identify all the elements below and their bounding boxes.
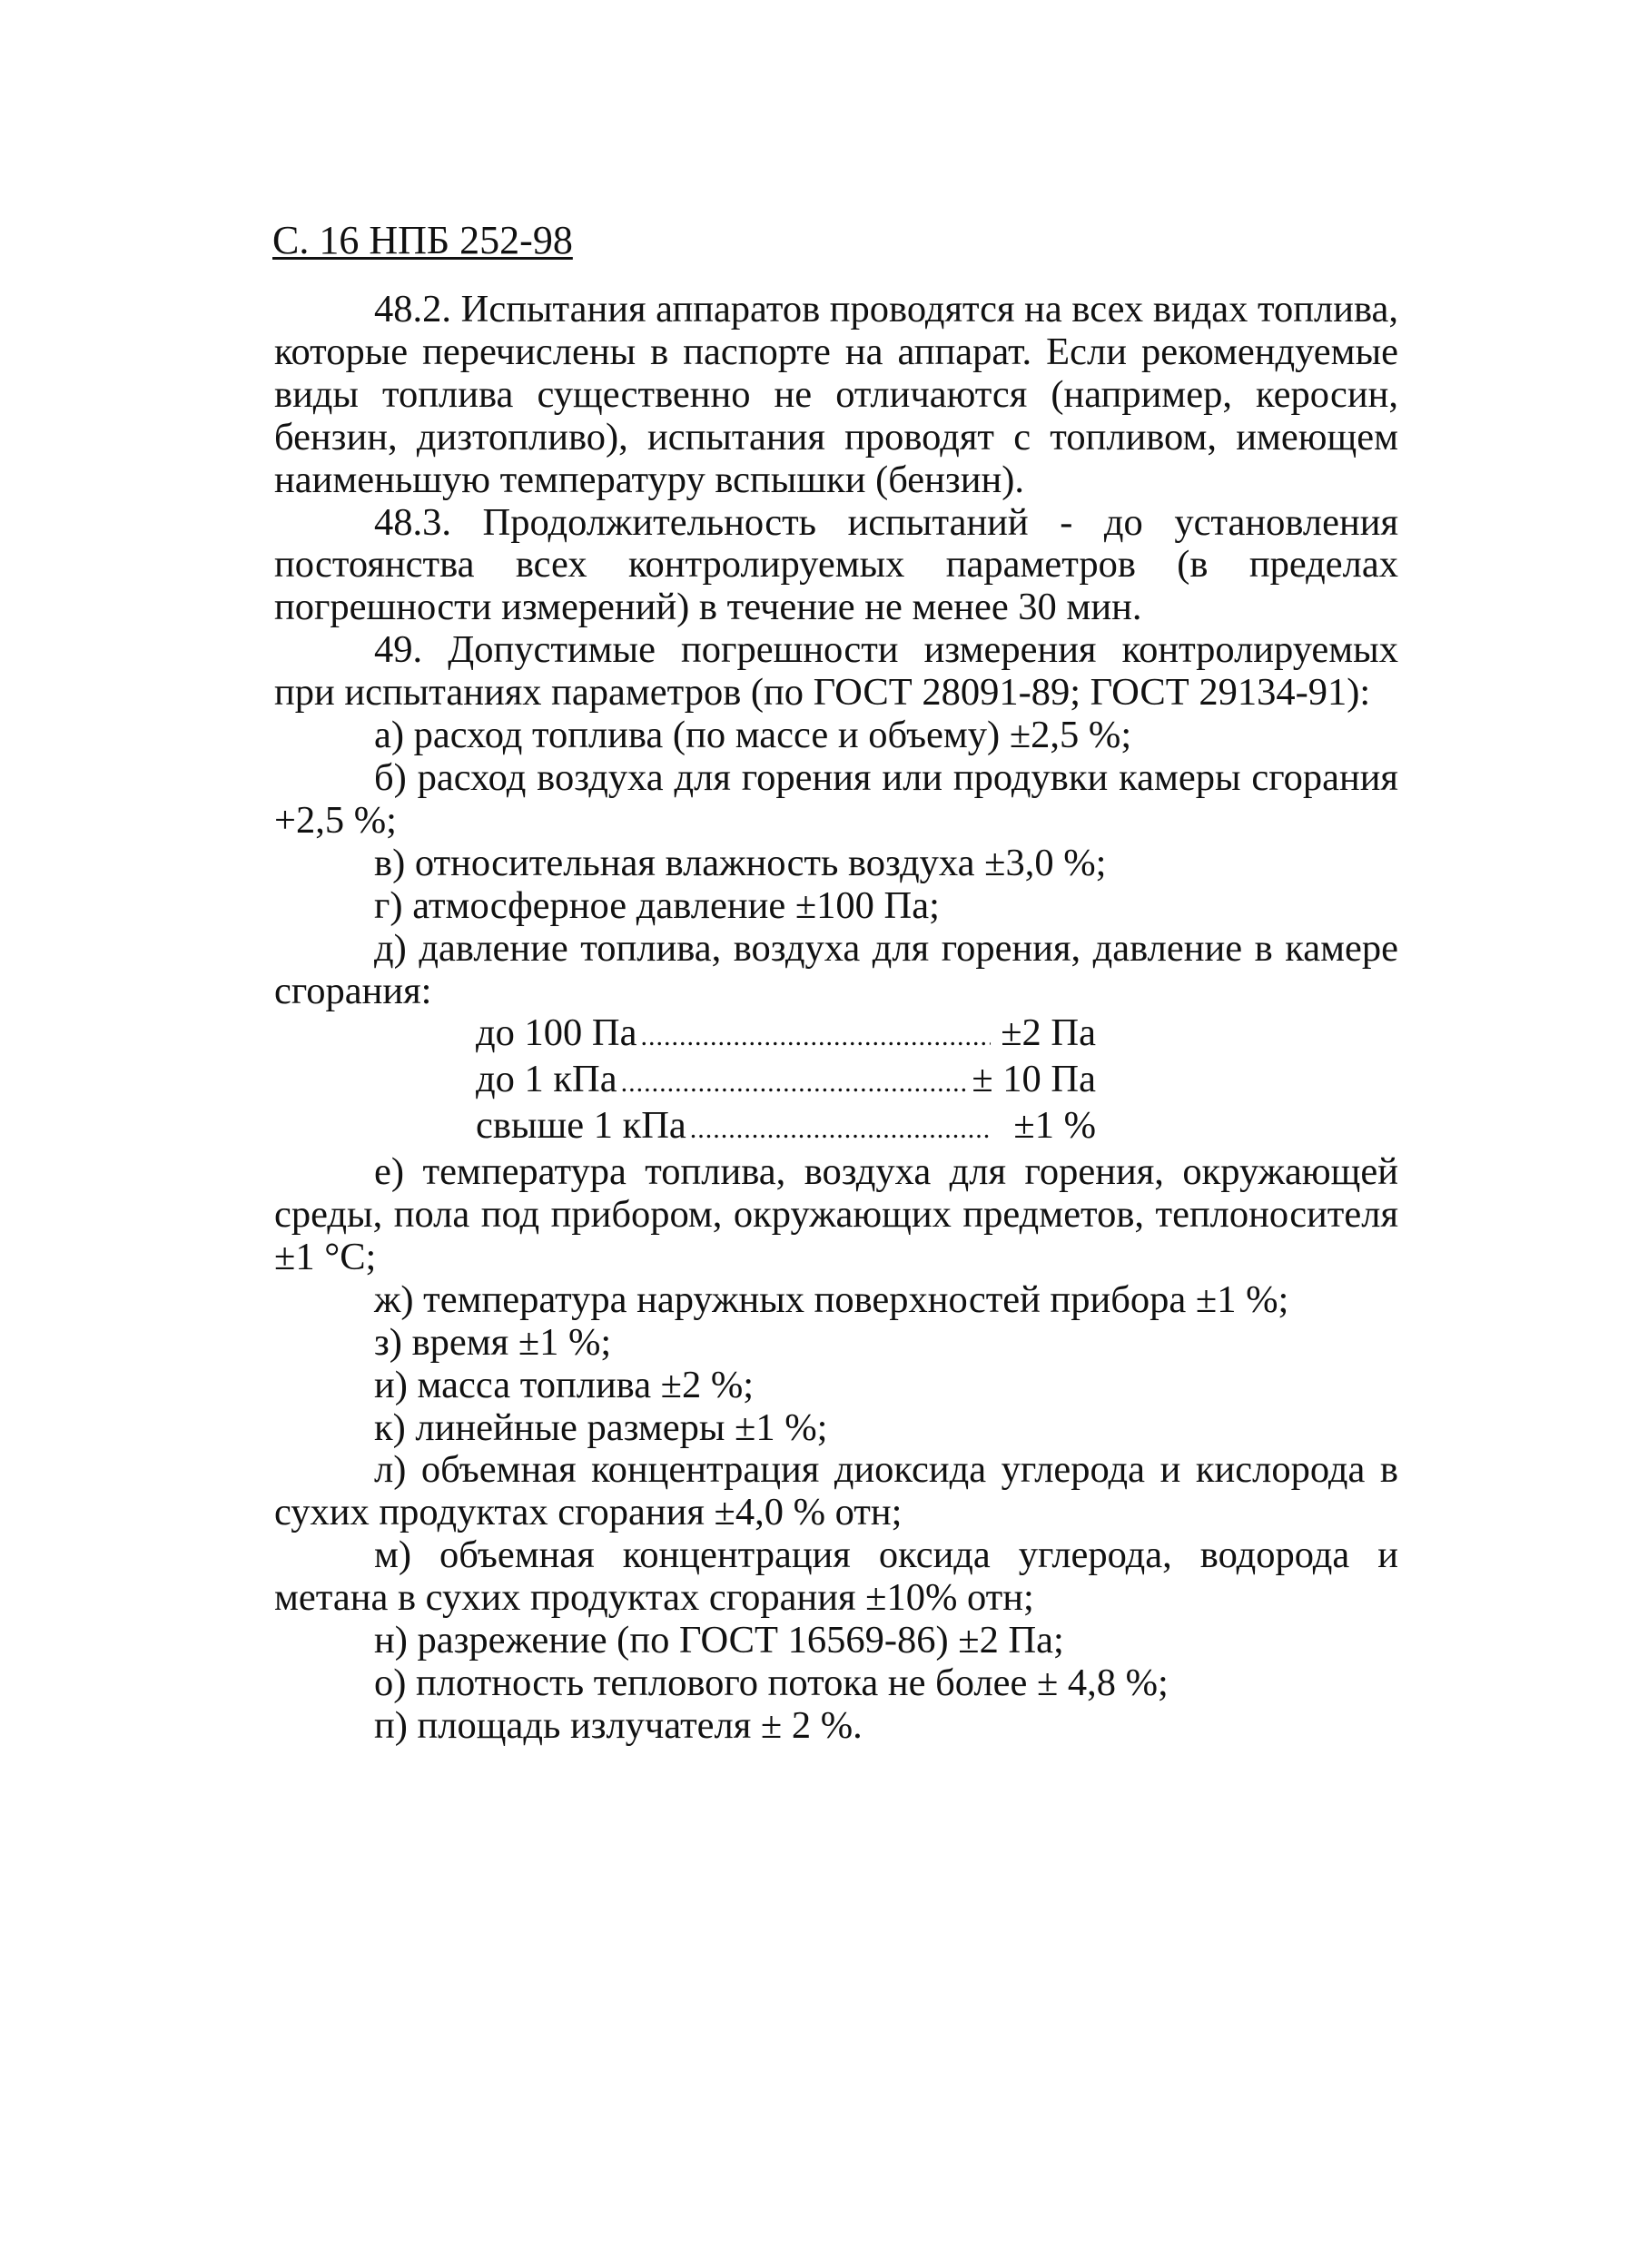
list-item-m: м) объемная концентрация оксида углерода, водорода и метана в сухих продуктах сгорания ±10% отн; xyxy=(274,1533,1398,1620)
pressure-row-label: до 100 Па xyxy=(476,1011,637,1055)
list-item-d: д) давление топлива, воздуха для горения, давление в камере сгорания: xyxy=(274,926,1398,1012)
dot-leader xyxy=(690,1109,991,1151)
list-item-p: п) площадь излучателя ± 2 %. xyxy=(374,1703,863,1747)
list-item-e: е) температура топлива, воздуха для горения, окружающей среды, пола под прибором, окружающих предметов, теплоносителя ±1 °С; xyxy=(274,1150,1398,1278)
pressure-row-value: ±1 % xyxy=(1013,1104,1096,1148)
pressure-row-over-1kpa xyxy=(476,1105,1096,1151)
dot-leader xyxy=(621,1062,967,1105)
list-item-o: о) плотность теплового потока не более ± 4,8 %; xyxy=(374,1662,1169,1704)
pressure-row-up-to-100pa xyxy=(476,1012,1096,1059)
list-item-a: а) расход топлива (по массе и объему) ±2,5 %; xyxy=(374,714,1132,757)
document-body xyxy=(274,289,1398,1748)
list-item-k: к) линейные размеры ±1 %; xyxy=(374,1405,828,1449)
pressure-tolerance-list xyxy=(274,1012,1398,1151)
list-item-n: н) разрежение (по ГОСТ 16569-86) ±2 Па; xyxy=(374,1619,1064,1662)
pressure-row-label: свыше 1 кПа xyxy=(476,1104,686,1148)
list-item-v: в) относительная влажность воздуха ±3,0 %; xyxy=(374,841,1107,884)
list-item-b: б) расход воздуха для горения или продувки камеры сгорания +2,5 %; xyxy=(274,755,1398,842)
pressure-row-up-to-1kpa xyxy=(476,1059,1096,1105)
page-header: С. 16 НПБ 252-98 xyxy=(272,218,573,262)
list-item-i: и) масса топлива ±2 %; xyxy=(374,1363,755,1406)
pressure-row-value: ±2 Па xyxy=(1001,1011,1096,1055)
paragraph-48-2: 48.2. Испытания аппаратов проводятся на всех видах топлива, которые перечислены в паспорте на аппарат. Если рекомендуемые виды топлива существенно не отличаются (например, керосин, бензин, дизтопливо), испытания проводят с топливом, имеющем наименьшую температуру вспышки (бензин). xyxy=(274,288,1398,501)
list-item-g: г) атмосферное давление ±100 Па; xyxy=(374,883,940,927)
paragraph-48-3: 48.3. Продолжительность испытаний - до установления постоянства всех контролируемых параметров (в пределах погрешности измерений) в течение не менее 30 мин. xyxy=(274,500,1398,629)
list-item-z: з) время ±1 %; xyxy=(374,1320,612,1364)
pressure-row-label: до 1 кПа xyxy=(476,1058,617,1101)
list-item-l: л) объемная концентрация диоксида углерода и кислорода в сухих продуктах сгорания ±4,0 % отн; xyxy=(274,1448,1398,1534)
paragraph-49: 49. Допустимые погрешности измерения контролируемых при испытаниях параметров (по ГОСТ 28091-89; ГОСТ 29134-91): xyxy=(274,628,1398,715)
list-item-zh: ж) температура наружных поверхностей прибора ±1 %; xyxy=(374,1277,1289,1321)
pressure-row-value: ± 10 Па xyxy=(972,1058,1096,1101)
dot-leader xyxy=(640,1016,991,1059)
